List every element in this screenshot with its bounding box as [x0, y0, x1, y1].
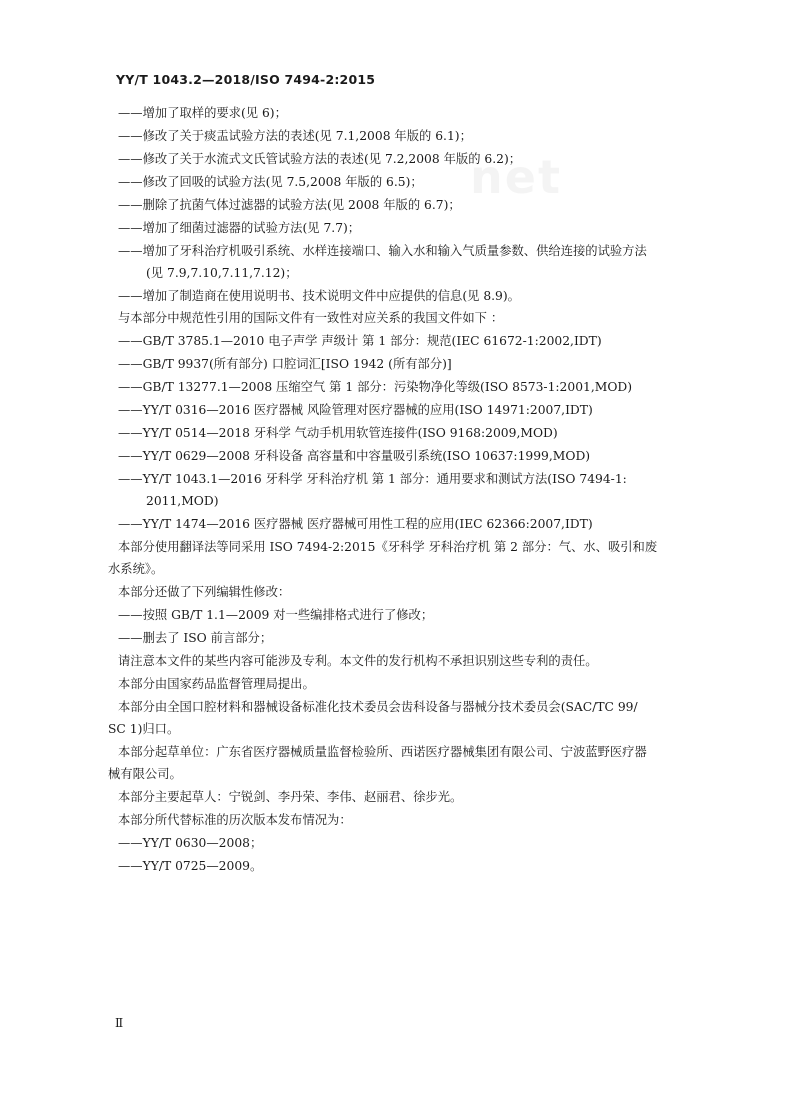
text-line: ——YY/T 0725—2009。	[118, 859, 263, 873]
text-line: 本部分还做了下列编辑性修改：	[118, 585, 291, 599]
text-line: ——YY/T 0630—2008；	[118, 836, 263, 850]
text-line: 械有限公司。	[108, 767, 182, 781]
text-line: ——YY/T 1043.1—2016 牙科学 牙科治疗机 第 1 部分：通用要求和测试方法(ISO 7494-1:	[118, 472, 627, 486]
text-line: 本部分所代替标准的历次版本发布情况为：	[118, 813, 352, 827]
text-line: ——YY/T 0316—2016 医疗器械 风险管理对医疗器械的应用(ISO 14971:2007,IDT)	[118, 403, 593, 417]
text-line: ——增加了牙科治疗机吸引系统、水样连接端口、输入水和输入气质量参数、供给连接的试验方法	[118, 244, 647, 258]
page-number: Ⅱ	[115, 1016, 124, 1030]
text-line: 请注意本文件的某些内容可能涉及专利。本文件的发行机构不承担识别这些专利的责任。	[118, 654, 598, 668]
text-line: ——修改了关于水流式文氏管试验方法的表述(见 7.2,2008 年版的 6.2)；	[118, 152, 522, 166]
text-line: ——修改了回吸的试验方法(见 7.5,2008 年版的 6.5)；	[118, 175, 423, 189]
text-line: ——增加了细菌过滤器的试验方法(见 7.7)；	[118, 221, 361, 235]
text-line: 水系统》。	[108, 562, 164, 576]
text-line: 本部分由全国口腔材料和器械设备标准化技术委员会齿科设备与器械分技术委员会(SAC/TC 99/	[118, 700, 638, 714]
text-line: ——修改了关于痰盂试验方法的表述(见 7.1,2008 年版的 6.1)；	[118, 129, 472, 143]
text-line: ——增加了制造商在使用说明书、技术说明文件中应提供的信息(见 8.9)。	[118, 289, 520, 303]
text-line: ——GB/T 3785.1—2010 电子声学 声级计 第 1 部分：规范(IEC 61672-1:2002,IDT)	[118, 334, 602, 348]
text-line: ——删除了抗菌气体过滤器的试验方法(见 2008 年版的 6.7)；	[118, 198, 461, 212]
watermark: net	[470, 150, 562, 204]
text-line: ——YY/T 0629—2008 牙科设备 高容量和中容量吸引系统(ISO 10637:1999,MOD)	[118, 449, 591, 463]
text-line: 本部分使用翻译法等同采用 ISO 7494-2:2015《牙科学 牙科治疗机 第 2 部分：气、水、吸引和废	[118, 540, 658, 554]
text-line: 与本部分中规范性引用的国际文件有一致性对应关系的我国文件如下 ：	[118, 311, 504, 325]
text-line: ——按照 GB/T 1.1—2009 对一些编排格式进行了修改；	[118, 608, 434, 622]
text-line: ——YY/T 1474—2016 医疗器械 医疗器械可用性工程的应用(IEC 62366:2007,IDT)	[118, 517, 593, 531]
text-line: ——YY/T 0514—2018 牙科学 气动手机用软管连接件(ISO 9168:2009,MOD)	[118, 426, 558, 440]
text-line: ——增加了取样的要求(见 6)；	[118, 106, 287, 120]
text-line: 本部分主要起草人：宁锐剑、李丹荣、李伟、赵丽君、徐步光。	[118, 790, 463, 804]
text-line: 本部分由国家药品监督管理局提出。	[118, 677, 315, 691]
text-line: ——删去了 ISO 前言部分；	[118, 631, 273, 645]
text-line: SC 1)归口。	[108, 722, 180, 736]
text-line: ——GB/T 13277.1—2008 压缩空气 第 1 部分：污染物净化等级(ISO 8573-1:2001,MOD)	[118, 380, 633, 394]
standard-code-header: YY/T 1043.2—2018/ISO 7494-2:2015	[116, 72, 376, 87]
text-line: ——GB/T 9937(所有部分) 口腔词汇[ISO 1942 (所有部分)]	[118, 357, 452, 371]
text-line: 2011,MOD)	[146, 494, 219, 508]
text-line: (见 7.9,7.10,7.11,7.12)；	[146, 266, 298, 280]
text-line: 本部分起草单位：广东省医疗器械质量监督检验所、西诺医疗器械集团有限公司、宁波蓝野医疗器	[118, 745, 647, 759]
